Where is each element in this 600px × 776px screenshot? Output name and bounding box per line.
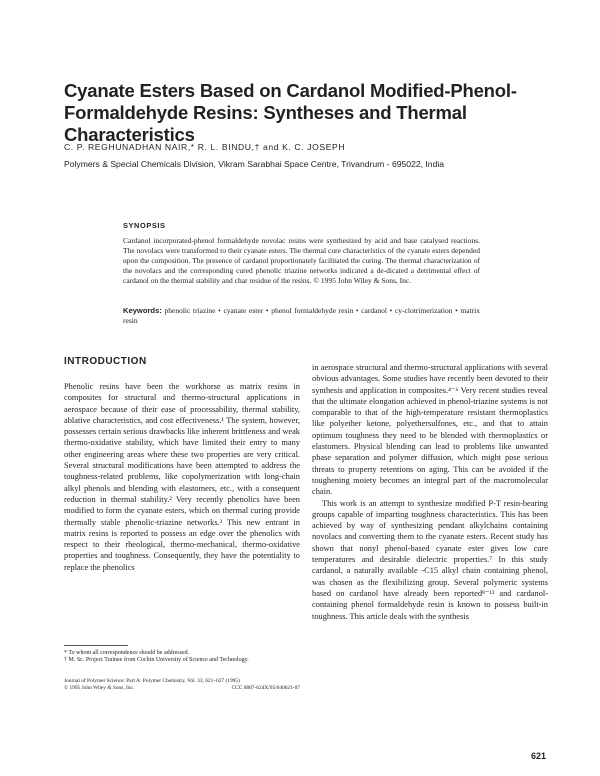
body-paragraph: in aerospace structural and thermo-structural applications with several obvious advantages. Some studies have recently been devoted to their synthesis and application in composites.⁴⁻⁶ Very recent studies reveal that the ultimate elongation achieved in phenol-triazine systems is not comparable to that of the high-temperature resistant thermoplastics like polyether ketone, polyethersulfones, etc., and that to attain optimum toughness they need to be blended with thermoplastics or elastomers. Physical blending can lead to problems like unwanted phase separation and polymer diffusion, which might pose serious threats to property retentions on aging. This can be avoided if the toughening moiety becomes an integral part of the macromolecular chain. (312, 363, 548, 497)
footnotes (64, 650, 300, 665)
keywords-list: phenolic triazine • cyanate ester • phenol formaldehyde resin • cardanol • cy-clotrimerization • matrix resin (123, 306, 481, 326)
paper-title: Cyanate Esters Based on Cardanol Modified-Phenol-Formaldehyde Resins: Syntheses and Thermal Characteristics (64, 80, 517, 145)
synopsis-heading: SYNOPSIS (123, 221, 166, 230)
page-number: 621 (530, 751, 546, 761)
footnote: * To whom all correspondence should be addressed. (64, 650, 190, 656)
body-paragraph: Phenolic resins have been the workhorse as matrix resins in composites for structural and thermo-structural applications in aerospace because of their ease of processability, thermal stability, ablative characteristics, and cost effectiveness.¹ The system, however, possesses certain serious drawbacks like inherent brittleness and weak thermo-oxidative stability, which have limited their entry to many other engineering areas where these two properties are very critical. Several structural modifications have been attempted to address the toughness-related problems, like copolymerization with long-chain alkyl phenols and blending with elastomers, etc., with a consequent reduction in thermal stability.² Very recently phenolics have been modified to form the cyanate esters, which on thermal curing provide thermally stable phenolic-triazine networks.³ This new entrant in matrix resins is reported to possess an edge over the phenolics with respect to their rheological, thermo-mechanical, thermo-oxidative properties and toughness. Consequently, they have the potentiality to replace the phenolics (64, 382, 300, 572)
keywords (123, 306, 480, 326)
abstract-text: Cardanol incorporated-phenol formaldehyde novolac resins were synthesized by acid and base catalysed reactions. The novolacs were transformed to their cyanate esters. The thermal cure characteristics of the cyanate esters depended upon the composition. The presence of cardanol proportionately facilitated the curing. The thermal characterization of the novolacs and the corresponding cured phenolic triazine networks indicated a de-dicated a detrimental effect of cardanol on the thermal stability and char residue of the resins. © 1995 John Wiley & Sons, Inc. (123, 236, 480, 286)
keywords-label: Keywords: (123, 306, 162, 315)
body-column-left (64, 381, 300, 573)
body-column-right (312, 362, 548, 622)
copyright-line: © 1995 John Wiley & Sons, Inc. (64, 684, 135, 691)
affiliation: Polymers & Special Chemicals Division, Vikram Sarabhai Space Centre, Trivandrum - 695022, India (64, 159, 445, 169)
body-paragraph: This work is an attempt to synthesize modified P-T resin-bearing groups capable of imparting toughness characteristics. This has been achieved by way of synthesizing pendant alkylchains containing novolacs and converting them to the cyanate esters. Recent study has shown that nonyl phenol-based cyanate ester gives low cure temperatures and desirable dielectric properties.⁷ In this study cardanol, a naturally available -C15 alkyl chain containing phenol, was chosen as the flexibilizing group. Several polymeric systems based on cardanol have already been reported⁸⁻¹³ and cardanol-containing phenol formaldehyde resin is known to possess built-in toughness. This article deals with the synthesis (312, 498, 548, 621)
footnote: † M. Sc. Project Trainee from Cochin University of Science and Technology. (64, 657, 249, 664)
footnote-divider (64, 645, 128, 646)
section-heading-introduction: INTRODUCTION (64, 356, 147, 367)
ccc-code: CCC 0887-624X/95/040621-07 (231, 684, 300, 691)
author-list: C. P. REGHUNADHAN NAIR,* R. L. BINDU,† and K. C. JOSEPH (64, 142, 346, 152)
journal-citation (64, 678, 300, 691)
journal-line: Journal of Polymer Science: Part A: Polymer Chemistry, Vol. 33, 621–627 (1995) (64, 678, 240, 684)
